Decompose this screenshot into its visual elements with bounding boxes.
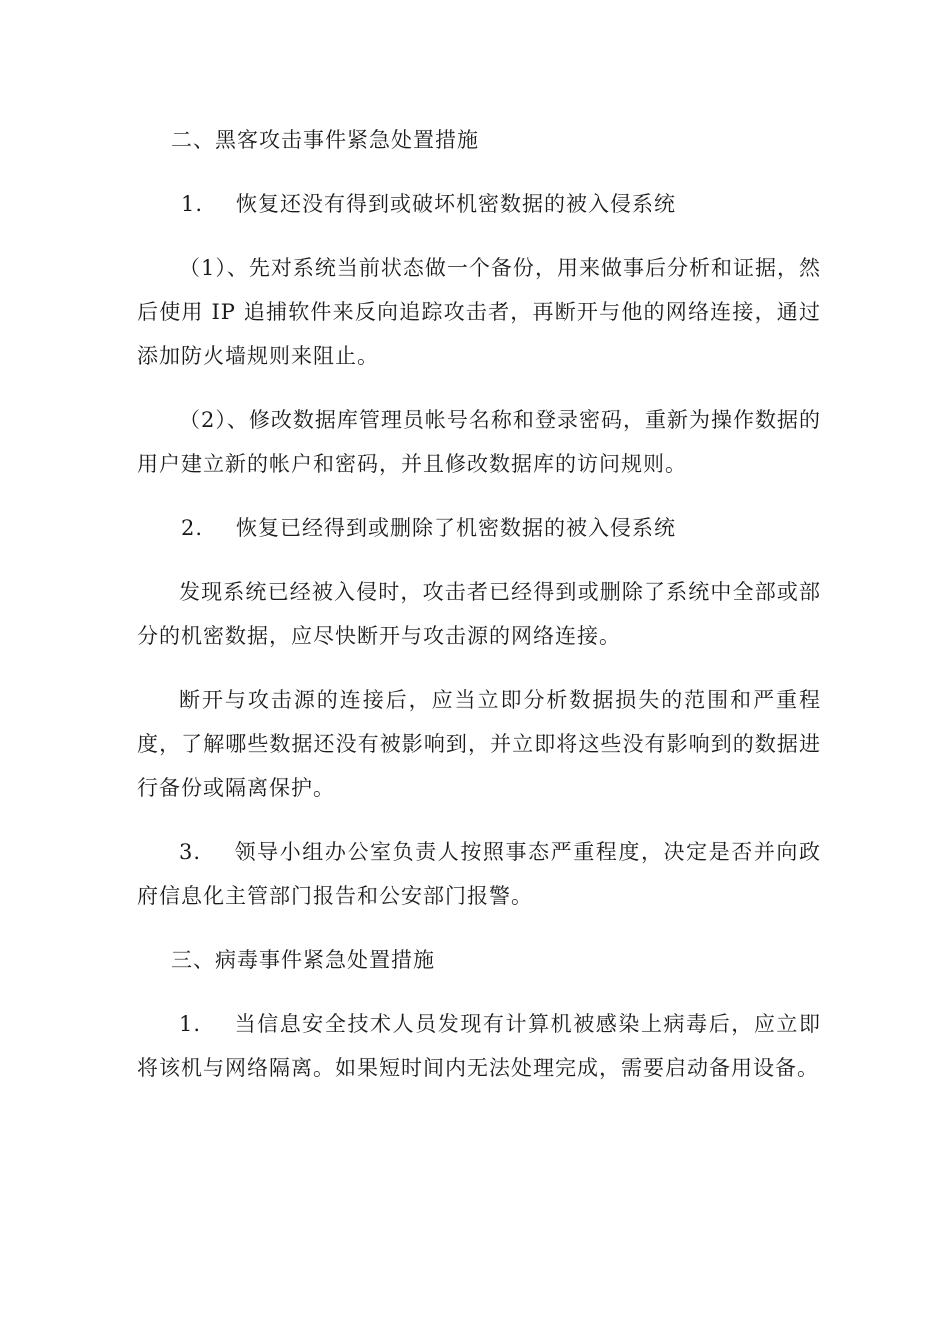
list-item-text: 领导小组办公室负责人按照事态严重程度，决定是否并向政府信息化主管部门报告和公安部门报警。 [137,840,821,908]
list-number: 1. [179,1012,202,1036]
list-item-text: 恢复已经得到或删除了机密数据的被入侵系统 [236,516,676,540]
section-heading-2: 二、黑客攻击事件紧急处置措施 [171,128,479,152]
list-item-2-2 [137,506,821,550]
list-item-text: 恢复还没有得到或破坏机密数据的被入侵系统 [236,192,676,216]
list-item-3-1 [137,1002,821,1090]
paragraph-2-2-1: 发现系统已经被入侵时，攻击者已经得到或删除了系统中全部或部分的机密数据，应尽快断开与攻击源的网络连接。 [137,580,821,648]
list-number: 1. [181,192,204,216]
section-heading-3: 三、病毒事件紧急处置措施 [171,948,435,972]
list-number: 2. [181,516,204,540]
paragraph-2-2-2: 断开与攻击源的连接后，应当立即分析数据损失的范围和严重程度，了解哪些数据还没有被影响到，并立即将这些没有影响到的数据进行备份或隔离保护。 [137,688,821,800]
list-item-2-3 [137,830,821,918]
paragraph-2-1-2: （2）、修改数据库管理员帐号名称和登录密码，重新为操作数据的用户建立新的帐户和密码，并且修改数据库的访问规则。 [137,408,821,476]
list-number: 3. [179,840,202,864]
list-item-2-1 [137,182,821,226]
list-item-text: 当信息安全技术人员发现有计算机被感染上病毒后，应立即将该机与网络隔离。如果短时间内无法处理完成，需要启动备用设备。 [137,1012,821,1080]
document-page [137,118,821,1110]
paragraph-2-1-1: （1）、先对系统当前状态做一个备份，用来做事后分析和证据，然后使用 IP 追捕软件来反向追踪攻击者，再断开与他的网络连接，通过添加防火墙规则来阻止。 [137,256,821,368]
